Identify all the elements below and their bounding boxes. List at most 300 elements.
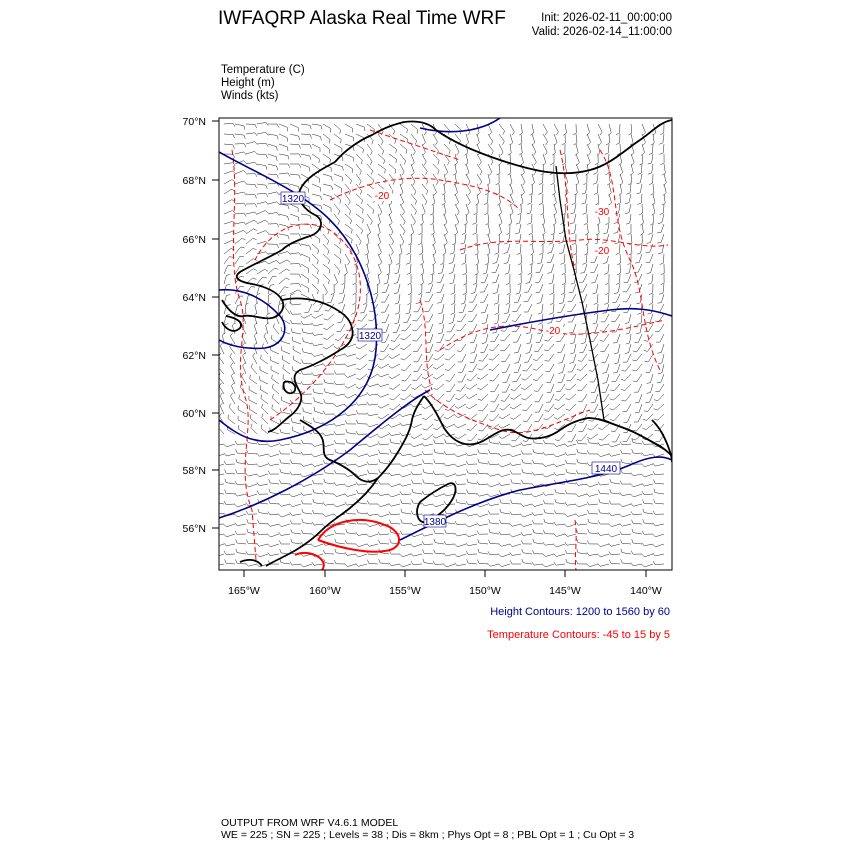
wind-barb <box>488 234 491 245</box>
wind-barb <box>345 494 356 497</box>
wind-barb <box>389 144 396 153</box>
wind-barb <box>509 214 512 225</box>
wind-barb <box>630 164 633 175</box>
wind-barb <box>621 549 631 554</box>
wind-barb <box>541 234 544 245</box>
wind-barb <box>516 234 521 244</box>
wind-barb <box>481 304 488 313</box>
wind-barb <box>489 414 499 421</box>
wind-barb <box>268 552 279 555</box>
wind-barb <box>433 254 436 265</box>
wind-barb <box>431 264 434 275</box>
wind-barb <box>257 202 268 205</box>
wind-barb <box>407 264 411 275</box>
wind-barb <box>532 520 543 524</box>
wind-barb <box>521 524 532 527</box>
wind-barb <box>609 560 620 564</box>
wind-barb <box>327 294 334 303</box>
wind-barb <box>657 234 664 243</box>
wind-barb <box>323 234 329 245</box>
height-contour <box>219 290 285 349</box>
wind-barb <box>434 459 444 464</box>
wind-barb <box>420 214 423 225</box>
wind-barb <box>468 364 477 372</box>
wind-barb <box>515 224 521 234</box>
wind-barb <box>510 534 521 537</box>
wind-barb <box>499 414 510 419</box>
wind-barb <box>507 284 511 295</box>
wind-barb <box>229 404 235 415</box>
wind-barb <box>455 554 466 557</box>
wind-barb <box>479 404 489 411</box>
wind-barb <box>560 254 565 264</box>
wind-barb <box>653 471 664 475</box>
wind-barb <box>608 124 611 135</box>
wind-barb <box>367 444 378 447</box>
wind-barb <box>516 214 521 224</box>
wind-barb <box>411 561 422 564</box>
wind-barb <box>521 492 532 495</box>
wind-barb <box>224 461 235 465</box>
wind-barbs <box>213 122 667 567</box>
wind-barb <box>632 354 642 361</box>
wind-barb <box>604 264 609 274</box>
wind-barb <box>609 543 620 546</box>
wind-barb <box>334 204 340 215</box>
wind-barb <box>583 174 587 185</box>
wind-barb <box>587 502 598 505</box>
wind-barb <box>643 509 653 514</box>
wind-barb <box>279 278 290 284</box>
wind-barb <box>356 204 363 213</box>
wind-barb <box>422 164 427 175</box>
wind-barb <box>353 274 357 285</box>
wind-barb <box>563 204 566 215</box>
wind-barb <box>500 509 510 514</box>
wind-barb <box>570 214 576 224</box>
wind-barb <box>400 144 407 154</box>
temp-label-b <box>592 205 612 218</box>
wind-barb <box>558 374 565 383</box>
coastline-gulf <box>424 396 672 456</box>
wind-barb <box>476 124 479 135</box>
wind-barb <box>519 124 522 135</box>
wind-barb <box>522 404 532 411</box>
wind-barb <box>224 123 235 126</box>
wind-barb <box>642 564 653 567</box>
wind-barb <box>250 375 257 384</box>
wind-barb <box>462 254 466 265</box>
wind-barb <box>406 254 411 264</box>
wind-barb <box>224 275 230 285</box>
wind-barb <box>378 540 389 544</box>
wind-barb <box>617 264 620 275</box>
wind-barb <box>504 254 510 264</box>
wind-barb <box>521 184 525 195</box>
wind-barb <box>522 374 532 380</box>
wind-barb <box>224 200 235 204</box>
wind-barb <box>345 194 350 205</box>
wind-barb <box>632 529 642 534</box>
wind-barb <box>477 514 488 517</box>
wind-barb <box>412 480 423 484</box>
wind-barb <box>643 414 653 420</box>
wind-barb <box>444 234 447 245</box>
temperature-contours-bold <box>295 520 399 570</box>
wind-barb <box>478 470 489 474</box>
wind-barb <box>466 414 477 420</box>
wind-barb <box>597 144 600 155</box>
wind-barb <box>477 154 481 165</box>
wind-barb <box>565 550 576 554</box>
wind-barb <box>290 214 299 221</box>
wind-barb <box>616 244 620 255</box>
wind-barb <box>423 434 434 440</box>
wind-barb <box>257 464 268 467</box>
wind-barb <box>635 254 642 263</box>
wind-barb <box>431 224 434 235</box>
wind-barb <box>612 294 620 302</box>
wind-barb <box>457 384 466 391</box>
wind-barb <box>443 244 446 255</box>
wind-barb <box>301 224 312 228</box>
wind-barb <box>290 144 301 149</box>
wind-barb <box>631 494 642 497</box>
wind-barb <box>312 154 319 163</box>
wind-barb <box>382 314 389 323</box>
wind-barb <box>290 302 301 305</box>
wind-barb <box>389 244 393 255</box>
wind-barb <box>264 333 268 344</box>
wind-barb <box>224 144 234 149</box>
wind-barb <box>442 184 445 195</box>
wind-barb <box>243 353 246 364</box>
wind-barb <box>389 374 400 379</box>
wind-barb <box>593 284 599 294</box>
wind-barb <box>432 234 435 245</box>
wind-barb <box>635 404 642 413</box>
wind-barb <box>437 294 444 303</box>
wind-barb <box>323 490 334 494</box>
coastline-norton <box>282 298 353 350</box>
wind-barb <box>271 366 279 374</box>
wind-barb <box>324 469 334 474</box>
wind-barb <box>521 540 532 544</box>
wind-barb <box>477 374 488 379</box>
wind-barb <box>649 144 653 155</box>
wind-barb <box>389 134 396 144</box>
wind-barb <box>499 554 510 557</box>
wind-barb <box>647 264 653 274</box>
wind-barb <box>246 212 257 215</box>
temp-contour <box>560 150 575 270</box>
wind-barb <box>356 194 363 204</box>
wind-barb <box>609 501 620 505</box>
wind-barb <box>609 552 620 555</box>
wind-barb <box>626 214 631 224</box>
wind-barb <box>534 384 543 391</box>
wind-barb <box>279 503 290 506</box>
wind-barb <box>466 174 470 185</box>
wind-barb <box>610 479 620 484</box>
wind-barb <box>324 379 334 384</box>
wind-barb <box>499 214 502 225</box>
wind-barb <box>312 254 318 264</box>
wind-barb <box>652 204 655 215</box>
wind-barb <box>257 143 268 146</box>
wind-barb <box>345 174 352 184</box>
wind-barb <box>430 214 433 225</box>
wind-barb <box>422 533 433 536</box>
wind-barb <box>444 553 455 556</box>
wind-barb <box>389 364 400 368</box>
wind-barb <box>506 294 510 305</box>
wind-barb <box>567 304 576 312</box>
wind-barb <box>635 284 642 293</box>
wind-barb <box>224 171 235 174</box>
wind-barb <box>400 531 411 535</box>
wind-barb <box>565 502 576 505</box>
wind-barb <box>235 504 246 507</box>
wind-barb <box>468 304 477 312</box>
wind-barb <box>323 274 329 284</box>
wind-barb <box>609 534 620 537</box>
wind-barb <box>642 531 653 535</box>
wind-barb <box>400 453 411 456</box>
wind-barb <box>510 544 521 547</box>
wind-barb <box>411 454 422 457</box>
wind-barb <box>257 531 268 534</box>
wind-barb <box>412 324 422 331</box>
wind-barb <box>543 440 554 444</box>
wind-barb <box>358 314 367 321</box>
wind-barb <box>534 414 543 422</box>
wind-barb <box>537 294 543 304</box>
wind-barb <box>378 214 381 225</box>
wind-barb <box>367 534 378 537</box>
wind-barb <box>566 384 576 390</box>
wind-barb <box>613 334 620 343</box>
wind-barb <box>455 224 458 235</box>
wind-barb <box>466 384 477 389</box>
wind-barb <box>576 470 587 474</box>
wind-barb <box>413 344 422 352</box>
wind-barb <box>610 404 620 410</box>
wind-barb <box>500 334 510 341</box>
wind-barb <box>324 314 334 320</box>
wind-barb <box>625 344 631 354</box>
wind-barb <box>282 355 290 364</box>
wind-barb <box>345 134 354 141</box>
wind-barb <box>537 254 543 264</box>
wind-barb <box>418 234 422 245</box>
wind-barb <box>631 551 642 555</box>
wind-barb <box>247 529 257 534</box>
wind-barb <box>626 334 631 344</box>
wind-barb <box>406 304 411 314</box>
temp-label-c <box>592 244 612 257</box>
lat-label: 60°N <box>182 408 206 420</box>
wind-barb <box>565 534 576 537</box>
wind-barb <box>499 453 510 456</box>
wind-barb <box>516 284 521 294</box>
lat-axis <box>183 116 219 535</box>
wind-barb <box>235 192 246 195</box>
wind-barb <box>363 294 367 305</box>
wind-barb <box>506 224 510 235</box>
wind-barb <box>445 364 455 371</box>
wind-barb <box>651 134 654 145</box>
wind-barb <box>543 464 554 467</box>
wind-barb <box>523 414 532 422</box>
wind-barb <box>497 194 500 205</box>
wind-barb <box>334 494 345 497</box>
wind-barb <box>235 181 246 184</box>
wind-barb <box>499 474 510 477</box>
wind-barb <box>389 154 396 163</box>
wind-barb <box>334 134 341 143</box>
wind-barb <box>224 295 230 304</box>
wind-barb <box>426 334 433 343</box>
wind-barb <box>621 559 631 564</box>
wind-barb <box>519 264 522 275</box>
wind-barb <box>517 244 521 255</box>
wind-barb <box>367 204 374 214</box>
wind-barb <box>400 154 406 165</box>
wind-barb <box>492 264 499 273</box>
wind-barb <box>422 184 428 195</box>
wind-barb <box>323 411 334 415</box>
wind-barb <box>444 414 455 419</box>
wind-barb <box>378 384 389 387</box>
wind-barb <box>652 194 655 205</box>
wind-barb <box>345 384 356 388</box>
wind-barb <box>521 532 532 535</box>
wind-barb <box>312 562 323 565</box>
wind-barb <box>367 524 378 527</box>
wind-barb <box>595 154 599 165</box>
wind-barb <box>477 531 488 535</box>
wind-barb <box>313 418 323 424</box>
wind-barb <box>514 344 521 353</box>
wind-barb <box>651 184 654 195</box>
wind-barb <box>661 264 665 275</box>
wind-barb <box>466 134 469 145</box>
wind-barb <box>220 393 224 404</box>
wind-barb <box>543 452 554 455</box>
wind-barb <box>554 472 565 475</box>
wind-barb <box>535 274 543 282</box>
wind-barb <box>602 384 609 393</box>
wind-barb <box>508 144 511 155</box>
wind-barb <box>378 504 389 507</box>
wind-barb <box>659 134 664 144</box>
wind-barb <box>521 503 532 506</box>
wind-barb <box>401 334 412 340</box>
wind-barb <box>246 229 257 234</box>
wind-barb <box>261 395 268 405</box>
wind-barb <box>220 343 224 354</box>
wind-barb <box>598 563 609 566</box>
wind-barb <box>291 328 301 334</box>
wind-barb <box>268 276 277 284</box>
wind-barb <box>598 454 609 457</box>
wind-barb <box>576 560 587 564</box>
wind-barb <box>387 264 390 275</box>
wind-barb <box>598 490 609 494</box>
wind-barb <box>444 463 455 466</box>
wind-barb <box>568 364 576 372</box>
wind-barb <box>599 404 609 410</box>
wind-barb <box>389 563 400 566</box>
wind-barb <box>378 414 389 419</box>
wind-barb <box>587 552 598 555</box>
wind-barb <box>432 194 435 205</box>
wind-barb <box>495 304 499 315</box>
wind-barb <box>510 194 514 205</box>
wind-barb <box>378 364 389 368</box>
wind-barb <box>594 184 598 195</box>
wind-barb <box>334 361 345 364</box>
wind-barb <box>353 284 357 295</box>
wind-barb <box>249 405 257 414</box>
wind-barb <box>631 154 634 165</box>
wind-barb <box>312 454 323 457</box>
wind-barb <box>569 284 576 293</box>
wind-barb <box>239 395 246 404</box>
wind-barb <box>577 539 587 544</box>
wind-barb <box>637 184 643 194</box>
wind-barb <box>312 332 323 335</box>
wind-barb <box>301 484 312 487</box>
wind-barb <box>268 294 272 305</box>
wind-barb <box>378 204 382 215</box>
wind-barb <box>433 374 444 379</box>
wind-barb <box>482 314 488 324</box>
wind-barb <box>400 214 405 225</box>
wind-barb <box>470 334 477 343</box>
wind-barb <box>636 324 642 334</box>
wind-barb <box>345 164 353 173</box>
wind-barb <box>559 294 565 304</box>
wind-barb <box>389 224 393 235</box>
wind-barb <box>576 514 587 517</box>
wind-barb <box>303 338 312 344</box>
wind-barb <box>455 144 459 155</box>
wind-barb <box>434 440 444 445</box>
wind-barb <box>590 404 598 412</box>
wind-barb <box>477 174 482 185</box>
wind-barb <box>455 214 459 225</box>
wind-barb <box>402 324 412 331</box>
wind-barb <box>488 484 499 487</box>
wind-barb <box>334 393 345 396</box>
wind-barb <box>367 392 378 395</box>
wind-barb <box>444 124 450 135</box>
wind-barb <box>484 204 488 215</box>
wind-barb <box>522 559 532 564</box>
wind-barb <box>389 432 400 435</box>
wind-barb <box>458 354 466 362</box>
wind-barb <box>503 374 510 383</box>
wind-barb <box>444 224 448 235</box>
wind-barb <box>446 374 455 381</box>
wind-barb <box>463 264 467 275</box>
wind-barb <box>578 394 587 402</box>
wind-barb <box>356 224 363 234</box>
wind-barb <box>622 364 631 371</box>
wind-barb <box>521 384 532 390</box>
